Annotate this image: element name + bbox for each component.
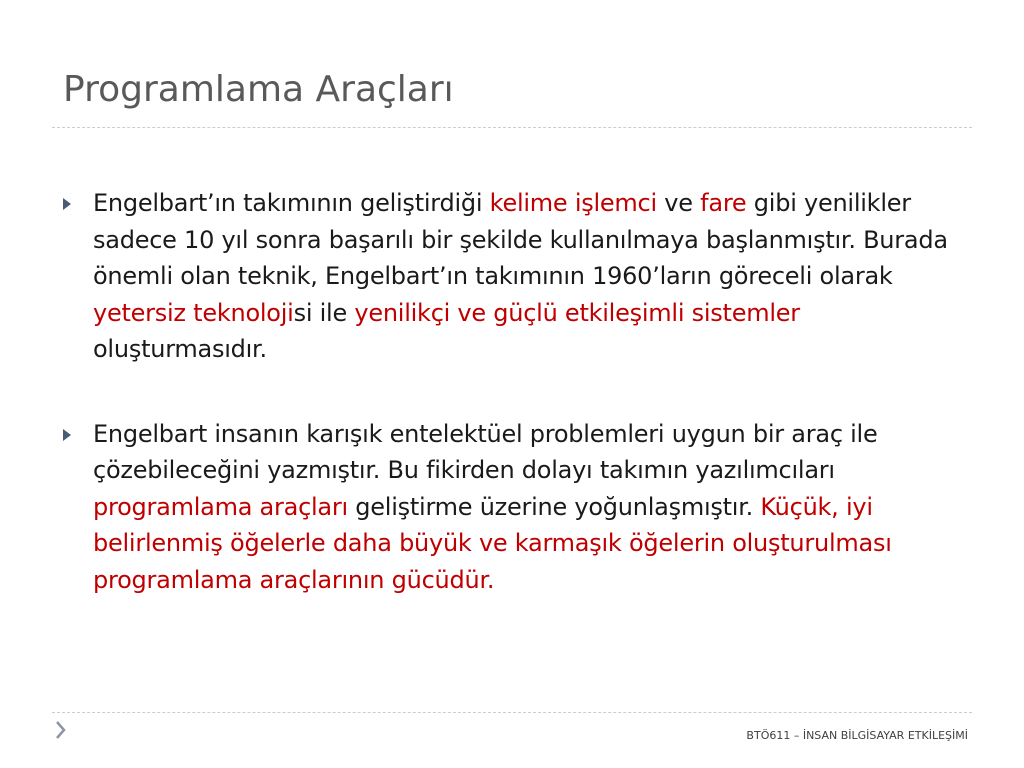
slide-title: Programlama Araçları [63,69,454,110]
bullet-text-segment: si ile [293,298,355,327]
bullet-text-segment: gibi yenilikler sadece 10 yıl sonra başarılı bir şekilde kullanılmaya başlanmıştır. Burada önemli olan teknik, Engelbart’ın takımının 1960’ların göreceli olarak [93,189,948,290]
bullet-item [58,416,968,599]
bullet-text-segment: geliştirme üzerine yoğunlaşmıştır. [347,492,761,521]
highlighted-text-segment: fare [700,189,747,217]
bullet-item [58,185,968,368]
bullet-text-segment: Engelbart’ın takımının geliştirdiği [93,189,490,217]
highlighted-text-segment: programlama araçları [93,492,348,521]
highlighted-text-segment: kelime işlemci [489,189,657,217]
footer-divider [52,712,972,713]
bullet-list [58,185,968,598]
highlighted-text-segment: Küçük, iyi belirlenmiş öğelerle daha büyük ve karmaşık öğelerin oluşturulması programlama araçlarının gücüdür. [93,492,892,594]
title-divider [52,127,972,128]
bullet-text-segment: ve [656,189,701,217]
triangle-bullet-icon [63,429,71,441]
triangle-bullet-icon [63,198,71,210]
bullet-text-segment: oluşturmasıdır. [93,335,267,363]
footer-text: BTÖ611 – İNSAN BİLGİSAYAR ETKİLEŞİMİ [746,729,968,742]
chevron-right-icon [52,718,70,742]
highlighted-text-segment: yetersiz teknoloji [93,298,294,327]
bullet-text-segment: Engelbart insanın karışık entelektüel problemleri uygun bir araç ile çözebileceğini yazmıştır. Bu fikirden dolayı takımın yazılımcıları [93,419,878,484]
highlighted-text-segment: yenilikçi ve güçlü etkileşimli sistemler [354,298,800,327]
